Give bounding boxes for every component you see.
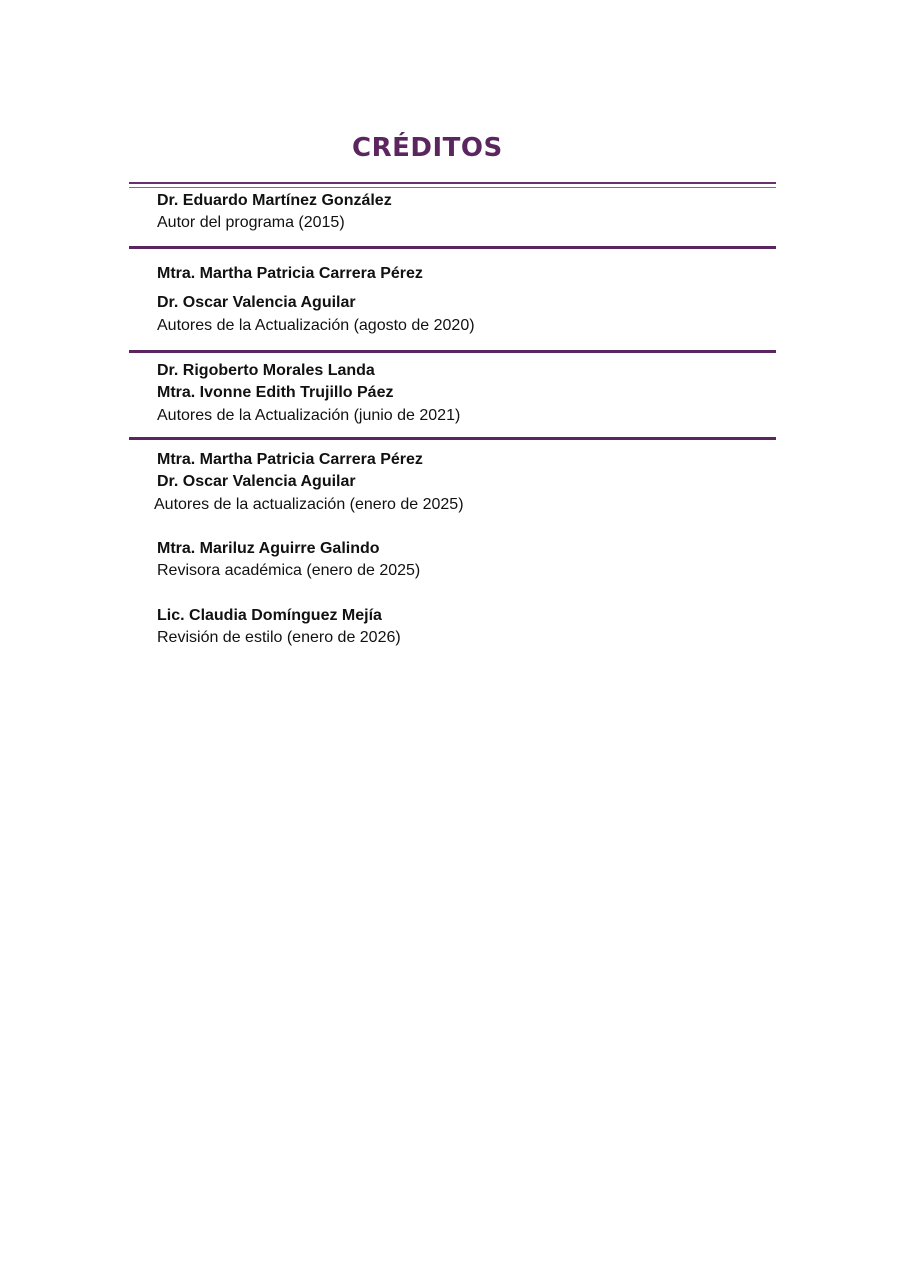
credit-name: Mtra. Mariluz Aguirre Galindo [157, 540, 380, 557]
page-title: CRÉDITOS [352, 133, 503, 163]
credit-role: Autor del programa (2015) [157, 214, 345, 231]
section-divider [129, 350, 776, 353]
credit-role: Revisión de estilo (enero de 2026) [157, 629, 401, 646]
credit-role: Autores de la actualización (enero de 2025) [154, 496, 464, 513]
credit-name: Dr. Oscar Valencia Aguilar [157, 294, 356, 311]
credit-name: Mtra. Ivonne Edith Trujillo Páez [157, 384, 394, 401]
section-divider [129, 246, 776, 249]
credit-name: Lic. Claudia Domínguez Mejía [157, 607, 382, 624]
title-divider [129, 182, 776, 188]
credit-role: Autores de la Actualización (agosto de 2020) [157, 317, 475, 334]
credit-name: Mtra. Martha Patricia Carrera Pérez [157, 451, 423, 468]
credit-name: Dr. Oscar Valencia Aguilar [157, 473, 356, 490]
credit-name: Dr. Eduardo Martínez González [157, 192, 392, 209]
credit-role: Revisora académica (enero de 2025) [157, 562, 421, 579]
section-divider [129, 437, 776, 440]
credit-name: Dr. Rigoberto Morales Landa [157, 362, 375, 379]
credit-name: Mtra. Martha Patricia Carrera Pérez [157, 265, 423, 282]
credit-role: Autores de la Actualización (junio de 2021) [157, 407, 461, 424]
